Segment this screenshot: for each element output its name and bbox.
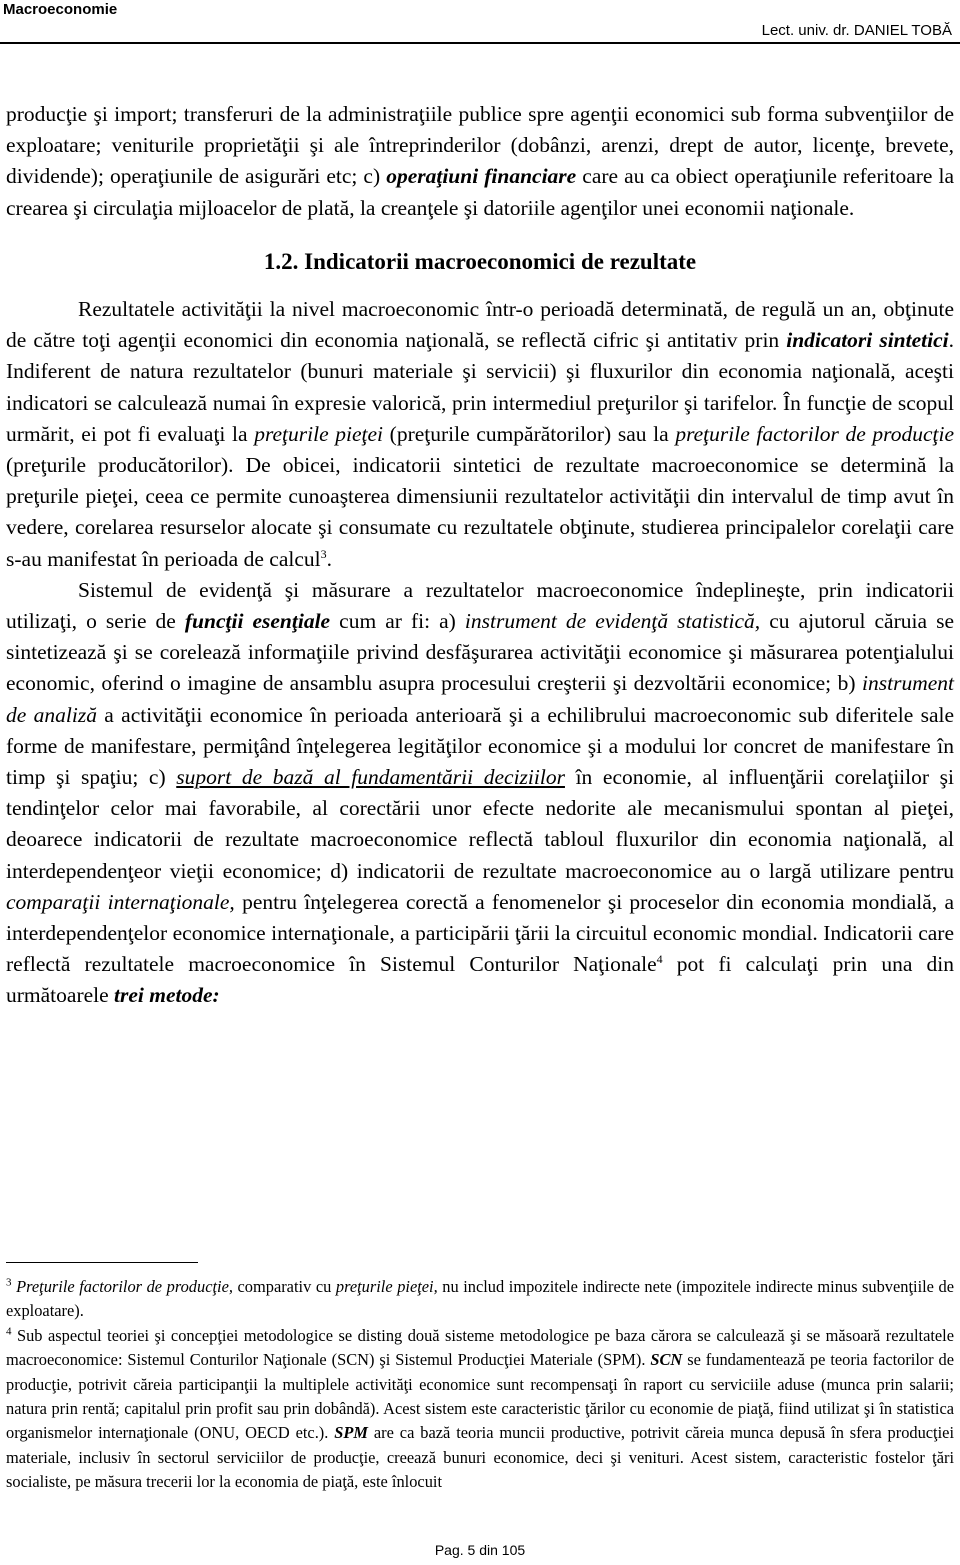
paragraph-functions [6, 575, 954, 1012]
paragraph-continuation [6, 99, 954, 224]
text-run: comparativ cu [232, 1277, 336, 1296]
text-run: pot fi calculaţi prin una din următoarele [6, 952, 954, 1008]
paragraph-results [6, 294, 954, 575]
author-name: Lect. univ. dr. DANIEL TOBĂ [761, 22, 952, 39]
text-run: producţie şi import; transferuri de la administraţiile publice spre agenţii economici sub forma subvenţiilor de exploatare; veniturile proprietăţii şi ale întreprinderilor (dobânzi, arenzi, drept de autor, licenţe, brevete, dividende); operaţiunile de asigurări etc; c) [6, 102, 954, 189]
emphasis-scn: SCN [650, 1350, 683, 1370]
text-run: Rezultatele activităţii la nivel macroeconomic într-o perioadă determinată, de regulă un an, obţinute de către toţi agenţii economici din economia naţională, se reflectă cifric şi antitativ prin [6, 297, 954, 353]
text-run: pentru înţelegerea corectă a fenomenelor şi proceselor din economia mondială, a interdependenţelor economice internaţionale, a participării ţării la circuitul economic mondial. Indicatorii care reflectă rezultatele macroeconomice în Sistemul Conturilor Naţionale [6, 889, 954, 977]
text-run: cum ar fi: a) [330, 609, 465, 634]
page-number: Pag. 5 din 105 [434, 1542, 526, 1558]
emphasis-market-prices: preţurile pieţei [254, 421, 384, 446]
text-run: . Indiferent de natura rezultatelor (bunuri materiale şi servicii) şi fluxurilor din economia naţională, aceşti indicatori se calculează numai în expresie valorică, prin intermediul preţurilor şi tarifelor. În funcţie de scopul urmărit, ei pot fi evaluaţi la [6, 328, 954, 446]
text-run: Sistemul de evidenţă şi măsurare a rezultatelor macroeconomice îndeplineşte, prin indicatorii utilizaţi, o serie de [6, 577, 954, 634]
text-run: în economie, al influenţării corelaţiilor şi tendinţelor celor mai favorabile, al corectării unor efecte nedorite ale mecanismului spontan al pieţei, deoarece indicatorii de rezultate macroeconomice reflectă tabloul fluxurilor din economia naţională, al interdependenţeor vieţii economice; d) indicatorii de rezultate macroeconomice au o largă utilizare pentru [6, 765, 954, 883]
emphasis-financial-operations: operaţiuni financiare [386, 164, 577, 189]
emphasis-spm: SPM [334, 1423, 368, 1443]
course-title: Macroeconomie [3, 1, 118, 18]
main-text [6, 99, 954, 1012]
header-divider [0, 42, 960, 44]
text-run: care au ca obiect operaţiunile referitoare la crearea şi circulaţia mijloacelor de plată, la creanţele şi datoriile agenţilor unei economii naţionale. [6, 164, 955, 220]
section-heading: 1.2. Indicatorii macroeconomici de rezultate [263, 248, 697, 274]
footnote-ref-3[interactable]: 3 [320, 546, 327, 561]
emphasis-analysis-instrument: instrument de analiză [6, 671, 954, 727]
text-run: . [326, 546, 332, 571]
text-run: (preţurile cumpărătorilor) sau la [383, 421, 676, 446]
emphasis-essential-functions: funcţii esenţiale [184, 609, 331, 634]
footnote-ref-4[interactable]: 4 [656, 952, 663, 967]
text-run: nu includ impozitele indirecte nete (impozitele indirecte minus subvenţiile de exploatare). [6, 1277, 954, 1321]
footnote-number: 3 [6, 1276, 12, 1289]
emphasis-international-comparisons: comparaţii internaţionale, [6, 889, 235, 914]
emphasis-decision-support: suport de bază al fundamentării deciziilor [176, 765, 565, 790]
text-run: (preţurile producătorilor). De obicei, indicatorii sintetici de rezultate macroeconomice se determină la preţurile pieţei, ceea ce permite cunoaşterea dimensiunii rezultatelor activităţii din intervalul de timp avut în vedere, corelarea resurselor alocate şi consumate cu rezultatele obţinute, studierea principalelor corelaţii care s-au manifestat în perioada de calcul [6, 453, 954, 571]
footnote-number: 4 [6, 1325, 12, 1338]
footnote-4 [6, 1324, 954, 1495]
text-run: cu ajutorul căruia se sintetizează şi se corelează informaţiile privind desfăşurarea activităţii economice şi măsurarea potenţialului economic, oferind o imagine de ansamblu asupra procesului creşterii şi dezvoltării economice; b) [6, 609, 954, 696]
emphasis-synthetic-indicators: indicatori sintetici [786, 328, 949, 353]
text-run: Sub aspectul teoriei şi concepţiei metodologice se disting două sisteme metodologice pe baza cărora se calculează şi se măsoară rezultatele macroeconomice: Sistemul Conturilor Naţionale (SCN) şi Sistemul Producţiei Materiale (SPM). [6, 1325, 954, 1370]
text-run: Preţurile factorilor de producţie, [16, 1277, 233, 1296]
text-run: are ca bază teoria muncii productive, potrivit căreia munca depusă în sfera producţiei materiale, inclusiv în sectorul serviciilor de producţie, creează bunuri economice, deci şi venituri. Acest sistem, caracteristic fostelor ţări socialiste, pe măsura trecerii lor la economia de piaţă, este înlocuit [6, 1423, 954, 1492]
text-run: se fundamentează pe teoria factorilor de producţie, potrivit căreia participanţii la multiplele activităţi economice sunt recompensaţi în raport cu serviciile aduse (munca prin salarii; natura prin rentă; capitalul prin profit sau prin dobândă). Acest sistem este caracteristic ţărilor cu economie de piaţă, fiind utilizat şi în statistica organismelor internaţionale (ONU, OECD etc.). [6, 1350, 954, 1443]
footnote-divider [6, 1262, 198, 1263]
footnotes [6, 1275, 954, 1495]
text-run: preţurile pieţei, [335, 1277, 438, 1296]
emphasis-factor-prices: preţurile factorilor de producţie [675, 421, 954, 446]
emphasis-three-methods: trei metode: [114, 983, 220, 1008]
text-run: a activităţii economice în perioada anterioară şi a echilibrului macroeconomic sub diferitele sale forme de manifestare, permiţând înţelegerea legităţilor economice şi a modului lor concret de manifestare în timp şi spaţiu; c) [6, 702, 955, 790]
footnote-3 [6, 1275, 954, 1324]
emphasis-statistical-instrument: instrument de evidenţă statistică, [464, 609, 761, 634]
